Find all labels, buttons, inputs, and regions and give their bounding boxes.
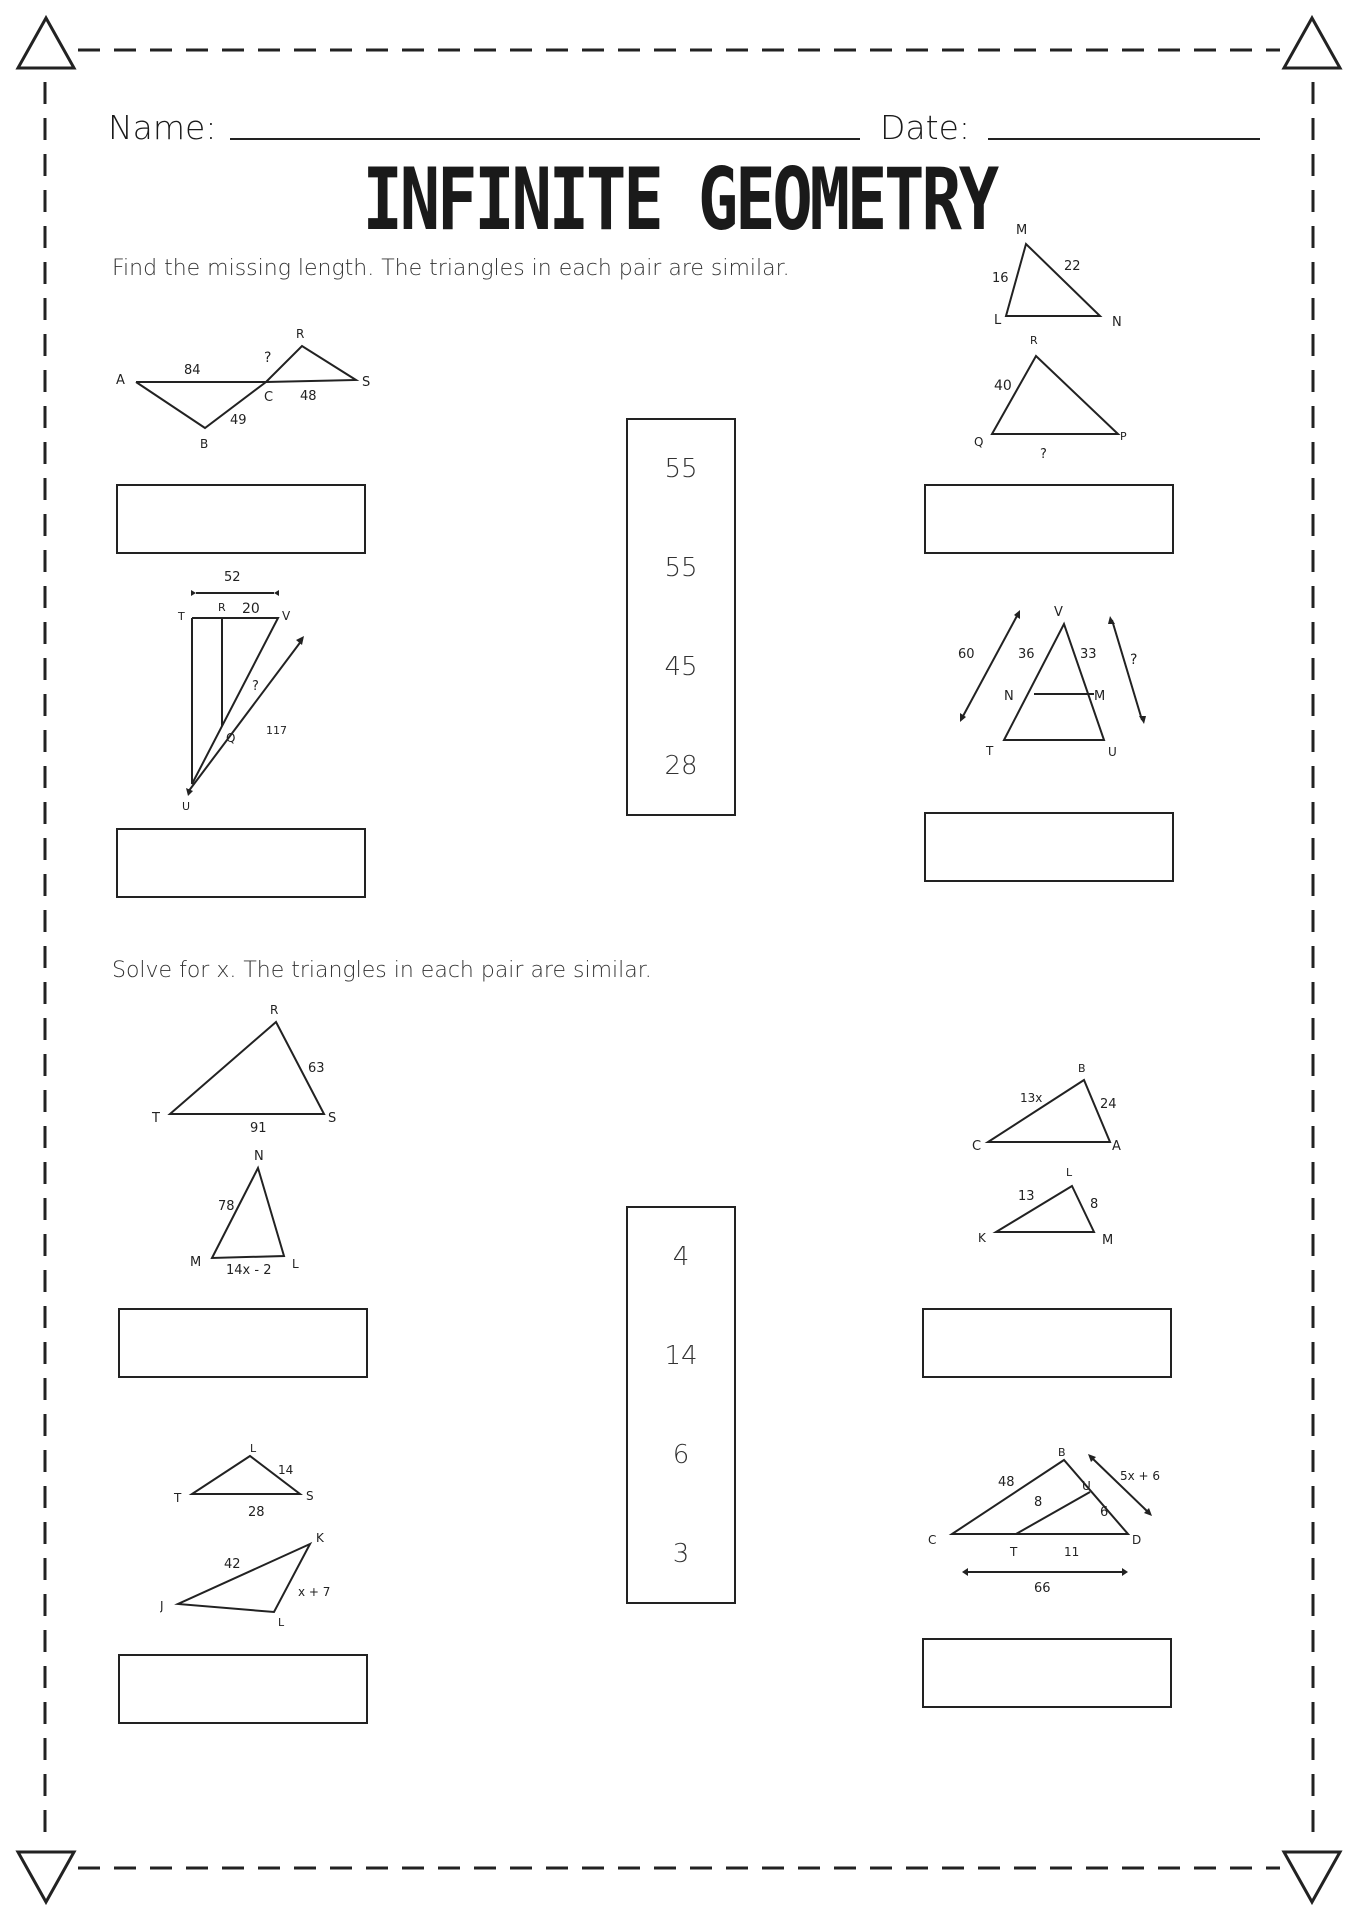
s1f3-T: T bbox=[178, 610, 185, 623]
s1f1-cs: 48 bbox=[300, 389, 317, 404]
s2f4-bd: 5x + 6 bbox=[1120, 1469, 1161, 1483]
s1f1-ac: 84 bbox=[184, 363, 201, 378]
s1f4-U: U bbox=[1108, 745, 1117, 759]
s2-answer-box-1[interactable] bbox=[118, 1308, 368, 1378]
s1-figure-3 bbox=[170, 560, 320, 820]
s1f1-S: S bbox=[362, 375, 371, 390]
s2f3-T: T bbox=[174, 1491, 182, 1505]
name-line[interactable] bbox=[230, 138, 860, 140]
s2-bank-item: 4 bbox=[672, 1242, 690, 1272]
s2-figure-2 bbox=[960, 1056, 1140, 1252]
s1f4-vn: 36 bbox=[1018, 647, 1035, 662]
s1f2-M: M bbox=[1016, 223, 1028, 238]
s1f3-U: U bbox=[182, 800, 191, 813]
s1f1-R: R bbox=[296, 327, 305, 341]
s1f4-V: V bbox=[1054, 605, 1063, 620]
s2f2-K: K bbox=[978, 1231, 986, 1245]
s2f4-C: C bbox=[928, 1533, 937, 1547]
s2f3-jk: 42 bbox=[224, 1557, 241, 1572]
date-label: Date: bbox=[880, 108, 970, 147]
s2f4-tu: 8 bbox=[1034, 1495, 1043, 1510]
s2f3-S: S bbox=[306, 1489, 314, 1503]
page-title: INFINITE GEOMETRY bbox=[362, 150, 996, 250]
s1f2-qr: 40 bbox=[994, 378, 1012, 394]
s2f1-rs: 63 bbox=[308, 1061, 325, 1076]
s1f2-Q: Q bbox=[974, 435, 984, 449]
s2f3-L: L bbox=[250, 1442, 257, 1455]
s1f2-lm: 16 bbox=[992, 271, 1009, 286]
s1f4-q: ? bbox=[1130, 652, 1138, 668]
s2f3-kl: x + 7 bbox=[298, 1585, 331, 1599]
s2f2-cb: 13x bbox=[1020, 1091, 1043, 1105]
s1-answer-box-1[interactable] bbox=[116, 484, 366, 554]
s2-figure-4 bbox=[920, 1440, 1170, 1608]
s2-word-bank bbox=[626, 1206, 736, 1604]
s2f4-T: T bbox=[1010, 1545, 1018, 1559]
s1f3-Q: Q bbox=[226, 731, 236, 745]
s1f3-uv: 117 bbox=[266, 724, 287, 737]
section1-instruction: Find the missing length. The triangles in each pair are similar. bbox=[112, 256, 790, 281]
s1f2-N: N bbox=[1112, 315, 1122, 330]
s2-answer-box-4[interactable] bbox=[922, 1638, 1172, 1708]
corner-triangle-tr bbox=[1284, 18, 1340, 68]
s2-bank-item: 3 bbox=[672, 1539, 690, 1569]
s2f3-K: K bbox=[316, 1531, 324, 1545]
s1f3-V: V bbox=[282, 609, 291, 623]
s1-figure-1 bbox=[100, 318, 400, 458]
s2-figure-1 bbox=[140, 994, 360, 1274]
s1f1-A: A bbox=[116, 373, 125, 388]
s2f2-L: L bbox=[1066, 1166, 1073, 1179]
s1f1-B: B bbox=[200, 437, 209, 451]
s1-bank-item: 55 bbox=[664, 553, 698, 583]
s1f2-R: R bbox=[1030, 334, 1038, 347]
s2f1-M: M bbox=[190, 1255, 202, 1270]
s2f2-kl: 13 bbox=[1018, 1189, 1035, 1204]
s2-bank-item: 6 bbox=[672, 1440, 690, 1470]
s1f4-T: T bbox=[986, 744, 994, 758]
s2f1-L: L bbox=[292, 1257, 299, 1271]
s1f1-bc: 49 bbox=[230, 413, 247, 428]
s2f3-ls: 14 bbox=[278, 1463, 294, 1477]
s2f2-M: M bbox=[1102, 1233, 1114, 1248]
s2f2-C: C bbox=[972, 1139, 982, 1154]
s2f1-N: N bbox=[254, 1149, 264, 1164]
s2f1-S: S bbox=[328, 1111, 337, 1126]
s1f1-q: ? bbox=[264, 350, 272, 366]
s2f4-U: U bbox=[1082, 1479, 1091, 1493]
date-line[interactable] bbox=[988, 138, 1260, 140]
corner-triangle-tl bbox=[18, 18, 74, 68]
s2f4-ud: 6 bbox=[1100, 1505, 1109, 1520]
s1-bank-item: 55 bbox=[664, 454, 698, 484]
s1-answer-box-4[interactable] bbox=[924, 812, 1174, 882]
s2-bank-item: 14 bbox=[664, 1341, 698, 1371]
s2-figure-3 bbox=[160, 1430, 340, 1630]
name-label: Name: bbox=[108, 108, 217, 147]
s1-answer-box-3[interactable] bbox=[116, 828, 366, 898]
s2f2-B: B bbox=[1078, 1062, 1086, 1075]
s1f2-P: P bbox=[1120, 430, 1127, 443]
s2f1-ts: 91 bbox=[250, 1121, 267, 1136]
s2f2-lm: 8 bbox=[1090, 1197, 1099, 1212]
s1f4-M: M bbox=[1094, 689, 1106, 704]
s2f3-ts: 28 bbox=[248, 1505, 265, 1520]
s1f2-mn: 22 bbox=[1064, 259, 1081, 274]
s1-word-bank bbox=[626, 418, 736, 816]
s1f3-rv: 20 bbox=[242, 601, 260, 617]
s1f2-L: L bbox=[994, 313, 1002, 328]
s2f2-A: A bbox=[1112, 1139, 1121, 1154]
s2f1-R: R bbox=[270, 1003, 279, 1017]
s1f2-q: ? bbox=[1040, 447, 1047, 462]
s2f1-T: T bbox=[152, 1111, 160, 1126]
s2f4-D: D bbox=[1132, 1533, 1142, 1547]
s1-bank-item: 28 bbox=[664, 751, 698, 781]
s2f2-ba: 24 bbox=[1100, 1097, 1117, 1112]
corner-triangle-bl bbox=[18, 1852, 74, 1902]
section2-instruction: Solve for x. The triangles in each pair are similar. bbox=[112, 958, 652, 983]
s1f3-R: R bbox=[218, 601, 226, 614]
s1-figure-2 bbox=[960, 212, 1180, 464]
s1f4-vt: 60 bbox=[958, 647, 975, 662]
s1-answer-box-2[interactable] bbox=[924, 484, 1174, 554]
s2f1-ml: 14x - 2 bbox=[226, 1263, 272, 1274]
s1f4-N: N bbox=[1004, 689, 1014, 704]
s1f3-q: ? bbox=[252, 679, 259, 694]
s1-bank-item: 45 bbox=[664, 652, 698, 682]
s1f3-tv: 52 bbox=[224, 570, 241, 585]
s1-figure-4 bbox=[950, 598, 1160, 760]
s2-answer-box-2[interactable] bbox=[922, 1308, 1172, 1378]
s2f3-J: J bbox=[160, 1599, 164, 1613]
s2f3-L2: L bbox=[278, 1616, 285, 1629]
s2f4-B: B bbox=[1058, 1446, 1066, 1459]
corner-triangle-br bbox=[1284, 1852, 1340, 1902]
s2-answer-box-3[interactable] bbox=[118, 1654, 368, 1724]
s2f4-cb: 48 bbox=[998, 1475, 1015, 1490]
s2f4-td: 11 bbox=[1064, 1545, 1080, 1559]
s1f4-vm: 33 bbox=[1080, 647, 1097, 662]
s2f1-mn: 78 bbox=[218, 1199, 235, 1214]
s2f4-cd: 66 bbox=[1034, 1581, 1051, 1596]
s1f1-C: C bbox=[264, 390, 274, 405]
